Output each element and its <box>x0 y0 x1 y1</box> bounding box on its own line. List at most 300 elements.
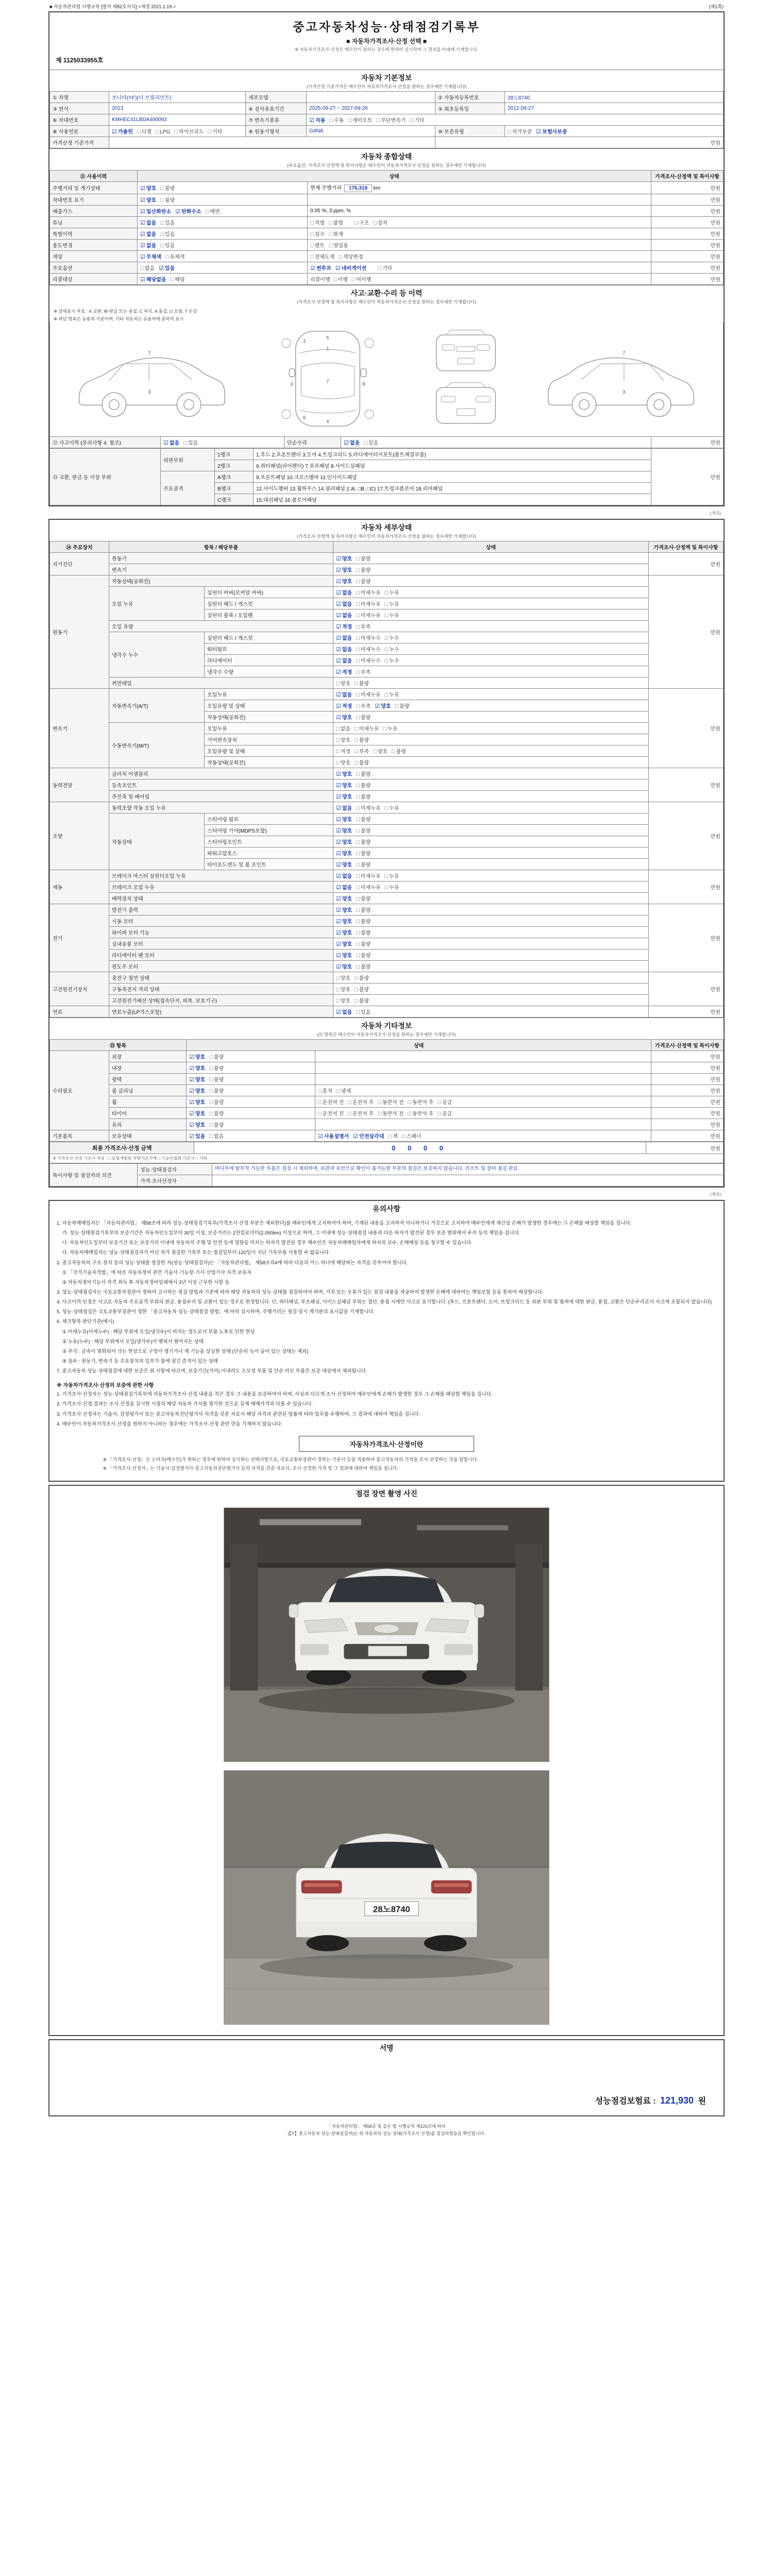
rank2-label: 2랭크 <box>215 460 254 471</box>
checkbox-동반석 전[interactable] <box>378 1109 404 1117</box>
checkbox-양호-box: □ <box>336 998 340 1004</box>
checkbox-불량[interactable] <box>356 928 371 936</box>
checkbox-양호[interactable] <box>336 928 352 936</box>
checkbox-양호-box: ☑ <box>336 839 341 845</box>
checkbox-group <box>140 186 179 192</box>
checkbox-없음[interactable] <box>336 1008 352 1015</box>
checkbox-불량[interactable] <box>395 702 409 709</box>
checkbox-해당없음[interactable] <box>140 275 166 283</box>
etc-item-cell: 보유상태 <box>109 1130 187 1142</box>
checkbox-있음[interactable] <box>160 241 175 249</box>
panel-exchange-table <box>49 448 724 505</box>
accident-price-unit: 만원 <box>651 437 724 448</box>
checkbox-없음[interactable] <box>336 690 352 698</box>
checkbox-미세누유[interactable] <box>356 600 380 607</box>
checkbox-자가보증[interactable] <box>508 127 532 135</box>
checkbox-양호[interactable] <box>189 1053 205 1060</box>
checkbox-네비게이션[interactable] <box>335 264 366 272</box>
checkbox-양호[interactable] <box>336 815 352 823</box>
checkbox-불량[interactable] <box>355 996 369 1004</box>
checkbox-미세누유[interactable] <box>356 872 380 879</box>
checkbox-미이행[interactable] <box>352 275 372 283</box>
year-label: ③ 연식 <box>50 103 109 114</box>
checkbox-없음[interactable] <box>336 656 352 664</box>
checkbox-불량[interactable] <box>356 826 371 834</box>
checkbox-불량[interactable] <box>209 1053 224 1060</box>
checkbox-group <box>378 266 396 272</box>
checkbox-흔적-box: □ <box>318 1088 322 1094</box>
state-cell <box>333 927 649 938</box>
checkbox-양호-label: 양호 <box>146 186 157 192</box>
checkbox-양호[interactable] <box>336 985 350 993</box>
checkbox-잭-label: 잭 <box>393 1134 398 1140</box>
checkbox-양호[interactable] <box>189 1121 205 1128</box>
checkbox-누수[interactable] <box>385 656 399 664</box>
checkbox-디젤[interactable] <box>137 127 152 135</box>
etc-extra-cell <box>315 1051 651 1062</box>
checkbox-자동[interactable] <box>309 116 325 124</box>
checkbox-양호-label: 양호 <box>342 794 352 800</box>
checkbox-수동[interactable] <box>329 116 344 124</box>
checkbox-미세누유[interactable] <box>356 690 380 698</box>
checkbox-누유-label: 누유 <box>389 602 399 607</box>
checkbox-전체도색-label: 전체도색 <box>314 255 335 260</box>
etc-row <box>50 1051 724 1062</box>
checkbox-없음[interactable] <box>336 883 352 891</box>
checkbox-불량-box: □ <box>356 919 360 925</box>
checkbox-불량[interactable] <box>356 566 371 573</box>
section-box-photos <box>48 1485 725 2036</box>
checkbox-불량-label: 불량 <box>360 568 371 573</box>
checkbox-운전석 후-box: □ <box>348 1111 351 1117</box>
checkbox-렌트[interactable] <box>310 241 325 249</box>
checkbox-없음-box: ☑ <box>336 647 341 653</box>
svg-text:4: 4 <box>326 419 329 425</box>
checkbox-불량[interactable] <box>356 770 371 777</box>
checkbox-적정-label: 적정 <box>342 704 352 709</box>
mileage-label: 현재 주행거리 <box>310 185 342 191</box>
opinion-label: 특이사항 및 점검자의 의견 <box>50 1164 138 1187</box>
etc-extra-cell <box>315 1130 651 1142</box>
checkbox-없음[interactable] <box>336 724 350 732</box>
checkbox-불량[interactable] <box>355 679 369 687</box>
checkbox-있음-label: 있음 <box>195 1134 206 1140</box>
checkbox-운전석 전-box: □ <box>318 1099 322 1106</box>
checkbox-흔적[interactable] <box>318 1087 332 1094</box>
subitem-cell: 실린더 블록 / 오일팬 <box>205 609 333 621</box>
checkbox-양호[interactable] <box>189 1109 205 1117</box>
checkbox-불량[interactable] <box>356 940 371 947</box>
checkbox-미세누유[interactable] <box>356 804 380 811</box>
checkbox-미세누수[interactable] <box>356 656 380 664</box>
mileage-unit: km <box>372 185 381 191</box>
checkbox-있음-box: ☑ <box>158 265 164 272</box>
checkbox-있음[interactable] <box>183 438 198 446</box>
checkbox-운전석 전[interactable] <box>318 1098 344 1106</box>
checkbox-썬루프[interactable] <box>310 264 331 272</box>
checkbox-누유[interactable] <box>385 883 399 891</box>
checkbox-양호[interactable] <box>336 826 352 834</box>
checkbox-잭[interactable] <box>388 1132 397 1140</box>
checkbox-있음[interactable] <box>160 218 175 226</box>
checkbox-사용설명서[interactable] <box>318 1132 349 1140</box>
checkbox-무단변속기[interactable] <box>376 116 406 124</box>
checkbox-해당[interactable] <box>171 275 185 283</box>
checkbox-불량[interactable] <box>355 985 369 993</box>
checkbox-불량-label: 불량 <box>360 783 371 789</box>
checkbox-없음[interactable] <box>336 634 352 641</box>
first-reg-value: 2012-09-27 <box>505 103 724 114</box>
checkbox-미세누유[interactable] <box>356 883 380 891</box>
checkbox-양호[interactable] <box>336 770 352 777</box>
overall-state-header: 상태 <box>138 171 651 182</box>
checkbox-무채색[interactable] <box>140 252 161 260</box>
checkbox-양호[interactable] <box>336 679 350 687</box>
checkbox-불량[interactable] <box>209 1121 224 1128</box>
checkbox-침수-label: 침수 <box>314 232 325 238</box>
checkbox-LPG[interactable] <box>156 129 171 135</box>
checkbox-있음[interactable] <box>160 230 175 238</box>
engine-value: G4NA <box>307 126 435 137</box>
checkbox-기타[interactable] <box>410 116 424 124</box>
checkbox-불량[interactable] <box>356 838 371 845</box>
checkbox-이행[interactable] <box>333 275 348 283</box>
checkbox-누유[interactable] <box>385 588 399 596</box>
checkbox-있음[interactable] <box>364 438 378 446</box>
checkbox-불량-box: □ <box>356 783 360 789</box>
checkbox-동반석 후[interactable] <box>408 1109 433 1117</box>
signature-area[interactable] <box>49 2055 724 2115</box>
checkbox-누유-box: □ <box>384 885 389 891</box>
checkbox-적정[interactable] <box>336 622 352 630</box>
checkbox-영업용[interactable] <box>329 241 348 249</box>
accident-section-title: 사고·교환·수리 등 이력 <box>350 289 423 297</box>
checkbox-양호-box: ☑ <box>336 794 341 800</box>
checkbox-없음-box: ☑ <box>140 243 145 249</box>
checkbox-있음[interactable] <box>356 1008 371 1015</box>
item-cell: 작동상태(공회전) <box>109 575 333 587</box>
checkbox-세미오토[interactable] <box>348 116 372 124</box>
checkbox-누수[interactable] <box>385 634 399 641</box>
checkbox-적정[interactable] <box>336 747 350 755</box>
usage-item-label: 리콜대상 <box>50 274 138 285</box>
checkbox-양호[interactable] <box>189 1087 205 1094</box>
checkbox-운전석 전[interactable] <box>318 1109 344 1117</box>
checkbox-부족[interactable] <box>356 622 371 630</box>
checkbox-불량[interactable] <box>209 1098 224 1106</box>
etc-state-header: 상태 <box>187 1040 651 1051</box>
final-price-table <box>49 1142 724 1163</box>
checkbox-동반석 전[interactable] <box>378 1098 404 1106</box>
checkbox-불량-box: □ <box>355 998 358 1004</box>
checkbox-양호[interactable] <box>336 996 350 1004</box>
checkbox-없음[interactable] <box>140 218 156 226</box>
checkbox-없음-box: ☑ <box>336 658 341 664</box>
checkbox-양호[interactable] <box>189 1098 205 1106</box>
usage-state-cell <box>138 228 308 240</box>
checkbox-없음[interactable] <box>336 611 352 619</box>
checkbox-불량[interactable] <box>356 962 371 970</box>
checkbox-양호[interactable] <box>336 917 352 925</box>
checkbox-양호[interactable] <box>189 1064 205 1072</box>
checkbox-양호[interactable] <box>336 554 352 562</box>
etc-basic-row <box>50 1130 724 1142</box>
checkbox-미세누수-label: 미세누수 <box>360 658 381 664</box>
checkbox-불량[interactable] <box>209 1087 224 1094</box>
checkbox-누유[interactable] <box>385 804 399 811</box>
checkbox-불량[interactable] <box>392 747 406 755</box>
checkbox-가솔린[interactable] <box>112 127 133 135</box>
checkbox-부족[interactable] <box>355 747 369 755</box>
base-price-label: 가격산정 기준가격 <box>50 137 109 148</box>
etc-state-cell <box>187 1062 315 1074</box>
checkbox-불량-box: □ <box>356 941 360 947</box>
checkbox-응급[interactable] <box>438 1109 452 1117</box>
checkbox-부족-box: □ <box>355 749 358 755</box>
checkbox-미세누유-label: 미세누유 <box>360 885 381 891</box>
detail-device-header: ⑭ 주요장치 <box>50 541 109 553</box>
checkbox-불량[interactable] <box>356 577 371 585</box>
item-cell: 와이퍼 모터 기능 <box>109 927 333 938</box>
checkbox-냄새[interactable] <box>337 1087 351 1094</box>
checkbox-미세누수[interactable] <box>356 645 380 653</box>
checkbox-양호[interactable] <box>336 962 352 970</box>
checkbox-없음[interactable] <box>209 1132 224 1140</box>
checkbox-불량[interactable] <box>356 792 371 800</box>
checkbox-불량-box: □ <box>356 839 360 845</box>
checkbox-불량[interactable] <box>356 713 371 721</box>
overall-row <box>50 194 724 206</box>
etc-info-table <box>49 1039 724 1142</box>
checkbox-양호[interactable] <box>140 196 156 204</box>
checkbox-없음[interactable] <box>336 804 352 811</box>
checkbox-없음[interactable] <box>336 645 352 653</box>
checkbox-냄새-box: □ <box>337 1088 340 1094</box>
detail-row <box>50 984 724 995</box>
checkbox-불량[interactable] <box>356 781 371 789</box>
checkbox-불량[interactable] <box>356 917 371 925</box>
usage-item-label: 용도변경 <box>50 240 138 251</box>
checkbox-불량[interactable] <box>356 860 371 868</box>
checkbox-양호[interactable] <box>336 792 352 800</box>
checkbox-양호[interactable] <box>336 849 352 857</box>
checkbox-불량[interactable] <box>356 951 371 959</box>
checkbox-누유[interactable] <box>385 872 399 879</box>
checkbox-미세누수[interactable] <box>356 634 380 641</box>
checkbox-불량-box: □ <box>209 1111 213 1117</box>
checkbox-불량[interactable] <box>209 1075 224 1083</box>
subitem-cell: 워터펌프 <box>205 643 333 655</box>
item-cell: 윈도우 모터 <box>109 961 333 972</box>
checkbox-일산화탄소[interactable] <box>140 207 171 215</box>
checkbox-화재[interactable] <box>329 230 343 238</box>
overall-header-row <box>50 171 724 182</box>
price-unit-cell: 만원 <box>649 689 724 768</box>
rank1-label: 1랭크 <box>215 449 254 460</box>
checkbox-양호[interactable] <box>375 702 391 709</box>
checkbox-스패너[interactable] <box>402 1132 422 1140</box>
checkbox-양호-box: ☑ <box>189 1122 194 1128</box>
checkbox-미세누유[interactable] <box>356 588 380 596</box>
state-cell <box>333 779 649 791</box>
checkbox-이행-box: □ <box>333 277 337 283</box>
checkbox-양호-label: 양호 <box>340 998 350 1004</box>
checkbox-보험사보증[interactable] <box>536 127 567 135</box>
checkbox-불량-box: □ <box>209 1122 213 1128</box>
detail-row <box>50 882 724 893</box>
checkbox-불량-label: 불량 <box>360 556 371 562</box>
checkbox-불량[interactable] <box>209 1064 224 1072</box>
state-cell <box>333 768 649 779</box>
checkbox-없음[interactable] <box>336 872 352 879</box>
checkbox-양호[interactable] <box>336 940 352 947</box>
checkbox-양호[interactable] <box>336 894 352 902</box>
notice-paragraph: 5. 성능·상태점검은 국토교통부장관이 정한 「중고자동차 성능·상태점검 방법」에 따라 실시하며, 주행거리는 점검 당시 계기판의 표시값을 기재합니다. <box>57 1309 375 1315</box>
checkbox-기타[interactable] <box>378 264 392 272</box>
checkbox-운전석 전-box: □ <box>318 1111 322 1117</box>
checkbox-불량[interactable] <box>356 894 371 902</box>
checkbox-매연[interactable] <box>206 207 220 215</box>
checkbox-양호[interactable] <box>373 747 388 755</box>
checkbox-부족[interactable] <box>356 668 371 675</box>
checkbox-전체도색[interactable] <box>310 252 334 260</box>
damage-code-legend: ※ 상태표시 부호 : X 교환, W 판금 또는 용접, C 부식, A 흠집, U 요철, T 손상 <box>54 309 197 314</box>
checkbox-기타-label: 기타 <box>414 118 425 124</box>
checkbox-미세누유[interactable] <box>356 611 380 619</box>
checkbox-불량[interactable] <box>355 974 369 981</box>
checkbox-양호-box: ☑ <box>336 964 341 970</box>
checkbox-불량-box: □ <box>355 987 358 993</box>
checkbox-구조[interactable] <box>355 218 369 226</box>
checkbox-양호[interactable] <box>336 951 352 959</box>
checkbox-탄화수소-label: 탄화수소 <box>181 209 201 215</box>
checkbox-부족[interactable] <box>356 702 371 709</box>
state-cell <box>333 859 649 870</box>
checkbox-기타[interactable] <box>208 127 222 135</box>
checkbox-불량[interactable] <box>356 815 371 823</box>
checkbox-group <box>310 266 371 272</box>
checkbox-없음[interactable] <box>140 230 156 238</box>
page-title: 중고자동차성능·상태점검기록부 <box>293 20 480 33</box>
checkbox-동반석 전-label: 동반석 전 <box>382 1100 404 1106</box>
checkbox-없음-label: 없음 <box>342 590 352 596</box>
svg-text:2: 2 <box>303 338 306 345</box>
checkbox-양호[interactable] <box>189 1075 205 1083</box>
checkbox-없음[interactable] <box>344 438 360 446</box>
checkbox-적정[interactable] <box>336 668 352 675</box>
checkbox-없음-label: 없음 <box>169 440 180 446</box>
checkbox-양호[interactable] <box>336 758 350 766</box>
checkbox-없음[interactable] <box>336 600 352 607</box>
checkbox-양호[interactable] <box>336 713 352 721</box>
checkbox-적정-box: □ <box>336 749 340 755</box>
repair-group-label: 수리필요 <box>50 1051 109 1130</box>
checkbox-양호[interactable] <box>336 736 350 743</box>
sign-section-head <box>49 2040 724 2055</box>
item-cell: 브레이크 오일 누유 <box>109 882 333 893</box>
checkbox-장치[interactable] <box>373 218 388 226</box>
checkbox-누유[interactable] <box>383 724 397 732</box>
checkbox-색상변경[interactable] <box>339 252 363 260</box>
checkbox-누유[interactable] <box>385 690 399 698</box>
checkbox-있음[interactable] <box>189 1132 205 1140</box>
checkbox-양호-label: 양호 <box>342 817 352 823</box>
checkbox-누수[interactable] <box>385 645 399 653</box>
checkbox-운전석 전-label: 운전석 전 <box>322 1111 344 1117</box>
checkbox-적정-label: 적정 <box>342 670 352 675</box>
checkbox-없음[interactable] <box>140 264 155 272</box>
checkbox-양호[interactable] <box>336 566 352 573</box>
checkbox-누유[interactable] <box>385 600 399 607</box>
checkbox-안전삼각대[interactable] <box>353 1132 384 1140</box>
state-cell <box>333 961 649 972</box>
checkbox-양호[interactable] <box>336 860 352 868</box>
svg-text:7: 7 <box>148 350 151 357</box>
checkbox-불량[interactable] <box>209 1109 224 1117</box>
checkbox-세미오토-box: □ <box>348 117 351 124</box>
checkbox-불량[interactable] <box>356 849 371 857</box>
checkbox-탄화수소[interactable] <box>175 207 201 215</box>
checkbox-미세누수-label: 미세누수 <box>360 647 381 653</box>
checkbox-적법[interactable] <box>310 218 325 226</box>
svg-text:7: 7 <box>326 379 329 385</box>
checkbox-적정[interactable] <box>336 702 352 709</box>
checkbox-양호[interactable] <box>336 781 352 789</box>
checkbox-불량[interactable] <box>356 554 371 562</box>
checkbox-없음[interactable] <box>163 438 179 446</box>
checkbox-불법[interactable] <box>329 218 343 226</box>
checkbox-양호[interactable] <box>336 838 352 845</box>
checkbox-있음[interactable] <box>159 264 175 272</box>
checkbox-동반석 후-label: 동반석 후 <box>412 1111 434 1117</box>
checkbox-양호[interactable] <box>336 577 352 585</box>
footer-line-1: 「자동차관리법」 제58조 및 같은 법 시행규칙 제120조에 따라 <box>327 2123 446 2129</box>
checkbox-침수[interactable] <box>310 230 325 238</box>
checkbox-불량[interactable] <box>160 196 175 204</box>
checkbox-무채색-label: 무채색 <box>146 255 161 260</box>
overall-price-header: 가격조사·산정액 및 특이사항 <box>651 171 724 182</box>
checkbox-불량[interactable] <box>355 736 369 743</box>
checkbox-하이브리드[interactable] <box>175 127 204 135</box>
checkbox-없음[interactable] <box>336 588 352 596</box>
checkbox-양호-label: 양호 <box>342 964 352 970</box>
checkbox-없음[interactable] <box>140 241 156 249</box>
checkbox-운전석 후[interactable] <box>348 1109 374 1117</box>
checkbox-사용설명서-box: ☑ <box>318 1133 323 1140</box>
checkbox-누유[interactable] <box>385 611 399 619</box>
checkbox-양호[interactable] <box>336 906 352 913</box>
usage-state-cell <box>138 262 308 274</box>
checkbox-불량[interactable] <box>160 184 175 192</box>
price-unit-cell: 만원 <box>651 251 724 262</box>
checkbox-불량[interactable] <box>356 906 371 913</box>
detail-state-table <box>49 541 724 1018</box>
checkbox-미세누유[interactable] <box>355 724 379 732</box>
rank-row-1 <box>50 449 724 460</box>
detail-row <box>50 870 724 882</box>
checkbox-불량[interactable] <box>355 758 369 766</box>
checkbox-양호[interactable] <box>140 184 156 192</box>
checkbox-양호-label: 양호 <box>195 1055 206 1060</box>
checkbox-유채색[interactable] <box>165 252 185 260</box>
checkbox-불량-box: □ <box>160 185 164 192</box>
checkbox-운전석 후[interactable] <box>348 1098 374 1106</box>
checkbox-동반석 후[interactable] <box>408 1098 433 1106</box>
checkbox-기타-label: 기타 <box>212 129 223 135</box>
checkbox-응급[interactable] <box>438 1098 452 1106</box>
price-unit-cell: 만원 <box>651 1096 724 1108</box>
checkbox-양호[interactable] <box>336 974 350 981</box>
